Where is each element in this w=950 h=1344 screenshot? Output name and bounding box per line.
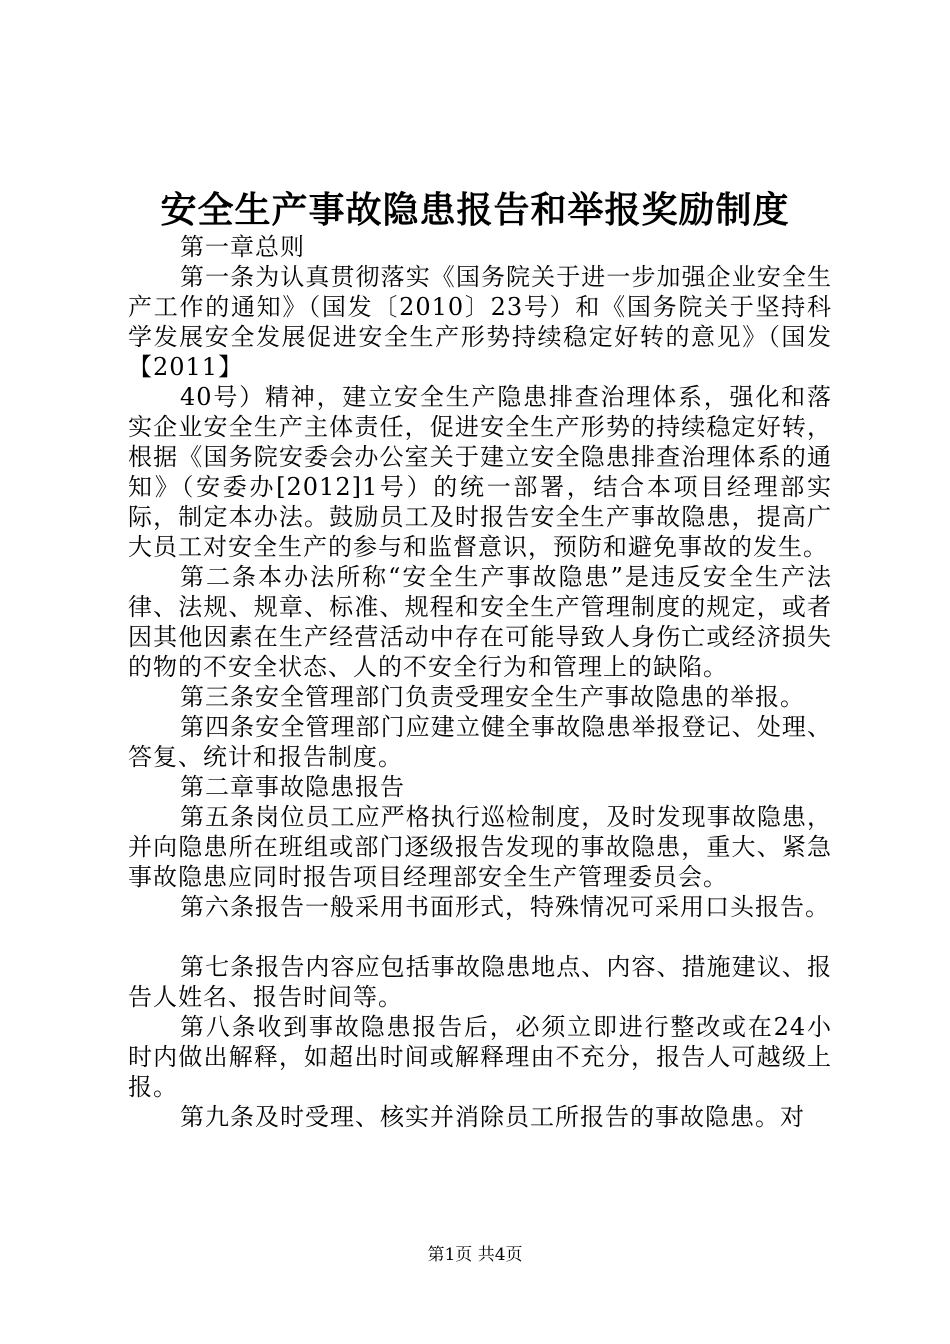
chapter-heading: 第二章事故隐患报告: [180, 773, 405, 801]
article-paragraph: 第八条收到事故隐患报告后，必须立即进行整改或在24小时内做出解释，如超出时间或解释理由不充分，报告人可越级上报。: [128, 1013, 832, 1101]
document-title: 安全生产事故隐患报告和举报奖励制度: [160, 189, 790, 231]
article-paragraph: 第二条本办法所称“安全生产事故隐患”是违反安全生产法律、法规、规章、标准、规程和安全生产管理制度的规定，或者因其他因素在生产经营活动中存在可能导致人身伤亡或经济损失的物的不安全状态、人的不安全行为和管理上的缺陷。: [128, 563, 832, 681]
article-paragraph: 第三条安全管理部门负责受理安全生产事故隐患的举报。: [180, 683, 805, 711]
article-paragraph: 第七条报告内容应包括事故隐患地点、内容、措施建议、报告人姓名、报告时间等。: [128, 953, 832, 1011]
chapter-heading: 第一章总则: [180, 233, 305, 261]
document-body: [128, 232, 832, 1132]
page-number: 第1页 共4页: [427, 1245, 523, 1265]
article-paragraph: 第五条岗位员工应严格执行巡检制度，及时发现事故隐患，并向隐患所在班组或部门逐级报告发现的事故隐患，重大、紧急事故隐患应同时报告项目经理部安全生产管理委员会。: [128, 803, 832, 891]
article-paragraph: 40号）精神，建立安全生产隐患排查治理体系，强化和落实企业安全生产主体责任，促进安全生产形势的持续稳定好转，根据《国务院安委会办公室关于建立安全隐患排查治理体系的通知》（安委办[2012]1号）的统一部署，结合本项目经理部实际，制定本办法。鼓励员工及时报告安全生产事故隐患，提高广大员工对安全生产的参与和监督意识，预防和避免事故的发生。: [128, 383, 832, 561]
article-paragraph: 第四条安全管理部门应建立健全事故隐患举报登记、处理、答复、统计和报告制度。: [128, 713, 832, 771]
article-paragraph: 第六条报告一般采用书面形式，特殊情况可采用口头报告。: [180, 893, 830, 921]
article-paragraph: 第一条为认真贯彻落实《国务院关于进一步加强企业安全生产工作的通知》（国发〔2010〕23号）和《国务院关于坚持科学发展安全发展促进安全生产形势持续稳定好转的意见》（国发【2011】: [128, 263, 832, 381]
article-paragraph: 第九条及时受理、核实并消除员工所报告的事故隐患。对: [180, 1103, 805, 1131]
